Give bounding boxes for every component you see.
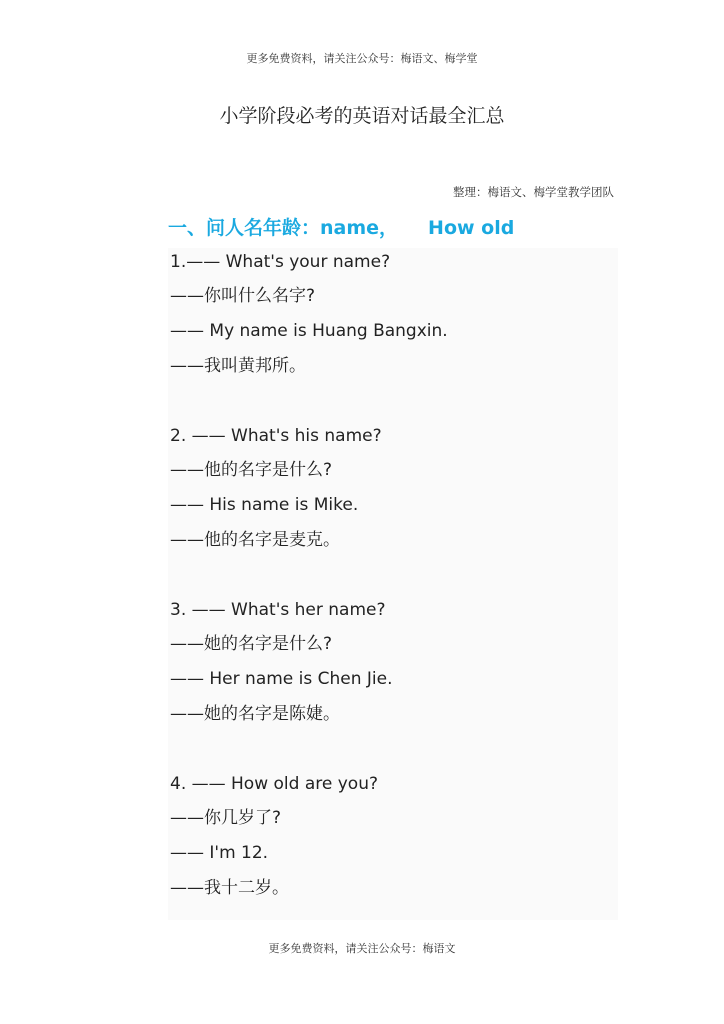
dialogue-4-question-zh: ——你几岁了? xyxy=(170,808,282,828)
organizer-credit: 整理：梅语文、梅学堂教学团队 xyxy=(453,185,614,199)
dialogue-2-question-en: 2. —— What's his name? xyxy=(170,426,382,446)
dialogue-1-question-zh: ——你叫什么名字? xyxy=(170,286,316,306)
dialogue-1-question-en: 1.—— What's your name? xyxy=(170,252,391,272)
footer-note: 更多免费资料，请关注公众号：梅语文 xyxy=(268,942,456,955)
dialogue-2-answer-en: —— His name is Mike. xyxy=(170,495,359,515)
dialogue-4-answer-zh: ——我十二岁。 xyxy=(170,878,289,898)
dialogue-3-question-en: 3. —— What's her name? xyxy=(170,600,386,620)
dialogue-4-question-en: 4. —— How old are you? xyxy=(170,774,378,794)
section-heading-label-2: How old xyxy=(428,217,515,239)
dialogue-3-question-zh: ——她的名字是什么? xyxy=(170,634,333,654)
dialogue-4-answer-en: —— I'm 12. xyxy=(170,843,269,863)
dialogue-1-answer-zh: ——我叫黄邦所。 xyxy=(170,356,306,376)
dialogue-content xyxy=(168,248,618,920)
page-title: 小学阶段必考的英语对话最全汇总 xyxy=(219,105,505,127)
section-heading-label: 一、问人名年龄：name， xyxy=(168,217,399,239)
section-heading xyxy=(168,213,514,240)
dialogue-3-answer-en: —— Her name is Chen Jie. xyxy=(170,669,393,689)
header-note: 更多免费资料，请关注公众号：梅语文、梅学堂 xyxy=(246,52,478,65)
dialogue-3-answer-zh: ——她的名字是陈婕。 xyxy=(170,704,340,724)
dialogue-2-question-zh: ——他的名字是什么? xyxy=(170,460,333,480)
dialogue-2-answer-zh: ——他的名字是麦克。 xyxy=(170,530,340,550)
dialogue-1-answer-en: —— My name is Huang Bangxin. xyxy=(170,321,448,341)
